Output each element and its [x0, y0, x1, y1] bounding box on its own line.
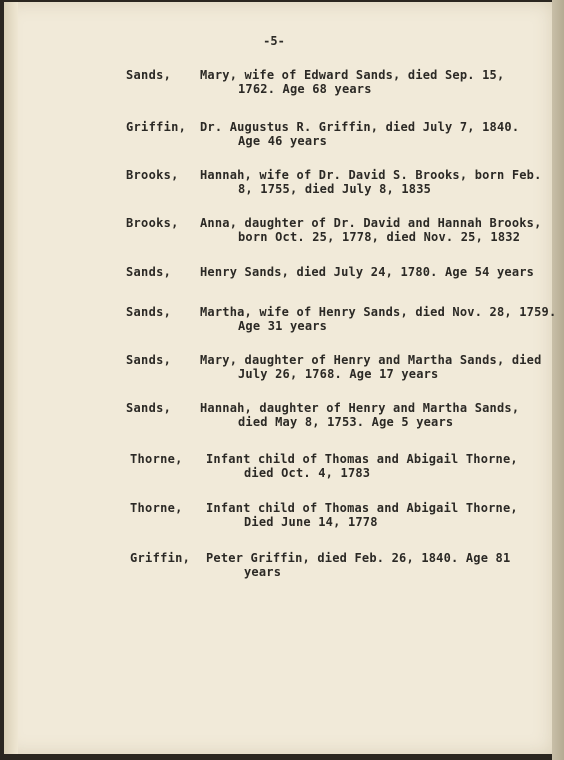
entry-surname: Brooks, [126, 216, 179, 230]
entry-text [206, 501, 518, 529]
entry-text [200, 353, 542, 381]
entry-line-1: Martha, wife of Henry Sands, died Nov. 28, 1759. [200, 305, 557, 319]
entry-text [200, 216, 542, 244]
page-binding-edge [4, 2, 18, 754]
entry-text [200, 265, 534, 279]
entry-surname: Griffin, [130, 551, 191, 565]
entry-line-2: Age 46 years [238, 134, 328, 148]
entry-surname: Sands, [126, 401, 172, 415]
entry-surname: Brooks, [126, 168, 179, 182]
entry-surname: Griffin, [126, 120, 187, 134]
entry-line-1: Peter Griffin, died Feb. 26, 1840. Age 81 [206, 551, 511, 565]
entry-line-1: Infant child of Thomas and Abigail Thorne, [206, 452, 518, 466]
entry-text [200, 401, 519, 429]
entry-line-1: Infant child of Thomas and Abigail Thorne, [206, 501, 518, 515]
entry-surname: Sands, [126, 265, 172, 279]
entry-surname: Thorne, [130, 501, 183, 515]
entry-line-2: 8, 1755, died July 8, 1835 [238, 182, 432, 196]
entry-line-1: Mary, daughter of Henry and Martha Sands, died [200, 353, 542, 367]
entry-line-2: Age 31 years [238, 319, 328, 333]
entry-line-2: Died June 14, 1778 [244, 515, 378, 529]
entry-line-2: years [244, 565, 282, 579]
entry-text [200, 68, 504, 96]
entry-surname: Sands, [126, 305, 172, 319]
entry-text [200, 168, 542, 196]
entry-line-1: Anna, daughter of Dr. David and Hannah Brooks, [200, 216, 542, 230]
entry-line-1: Hannah, daughter of Henry and Martha Sands, [200, 401, 520, 415]
entry-surname: Sands, [126, 68, 172, 82]
entry-line-2: July 26, 1768. Age 17 years [238, 367, 439, 381]
entry-text [206, 551, 510, 579]
entry-surname: Sands, [126, 353, 172, 367]
entry-line-1: Hannah, wife of Dr. David S. Brooks, born Feb. [200, 168, 542, 182]
entry-surname: Thorne, [130, 452, 183, 466]
entry-text [200, 120, 519, 148]
entry-line-1: Henry Sands, died July 24, 1780. Age 54 years [200, 265, 535, 279]
entry-line-2: died Oct. 4, 1783 [244, 466, 371, 480]
entry-text [200, 305, 556, 333]
book-edge [552, 0, 564, 760]
entry-line-1: Mary, wife of Edward Sands, died Sep. 15, [200, 68, 505, 82]
entry-line-1: Dr. Augustus R. Griffin, died July 7, 1840. [200, 120, 520, 134]
entry-line-2: 1762. Age 68 years [238, 82, 372, 96]
entry-text [206, 452, 518, 480]
page-number: -5- [263, 34, 285, 48]
entry-line-2: died May 8, 1753. Age 5 years [238, 415, 454, 429]
entry-line-2: born Oct. 25, 1778, died Nov. 25, 1832 [238, 230, 521, 244]
